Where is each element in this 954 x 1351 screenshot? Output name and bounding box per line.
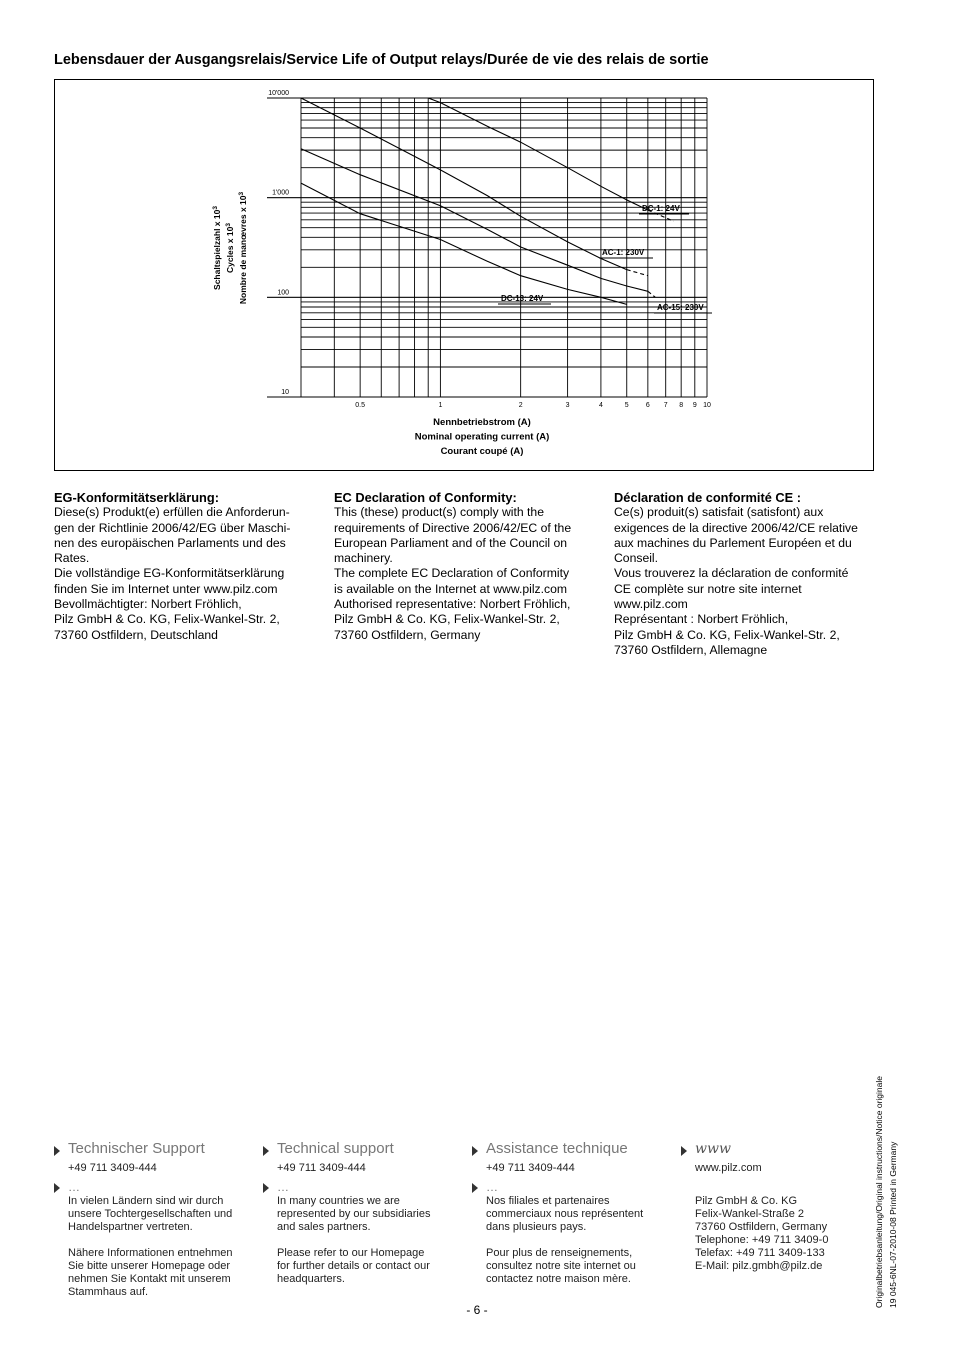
x-tick-label: 1 (438, 402, 443, 409)
series-line (301, 98, 627, 270)
text-line: 73760 Ostfildern, Germany (334, 627, 481, 642)
text-line: Représentant : Norbert Fröhlich, (614, 612, 789, 627)
text-line: requirements of Directive 2006/42/EC of the (334, 520, 572, 535)
arrow-right-icon (263, 1146, 269, 1156)
text-line: Diese(s) Produkt(e) erfüllen die Anforderun- (54, 505, 290, 520)
www-label: www (695, 1141, 731, 1157)
arrow-right-icon (472, 1146, 478, 1156)
text-line: 73760 Ostfildern, Allemagne (614, 642, 768, 657)
support-phone: +49 711 3409-444 (68, 1162, 157, 1174)
text-line: Pilz GmbH & Co. KG, Felix-Wankel-Str. 2, (54, 612, 280, 627)
series-line-dashed (648, 291, 655, 297)
arrow-right-icon (472, 1183, 478, 1193)
y-axis-label-superscript: 3 (238, 191, 245, 196)
series-label: AC-1: 230V (602, 248, 645, 257)
text-line: Authorised representative: Norbert Fröhlich, (334, 597, 571, 612)
support-more (472, 1181, 662, 1195)
y-tick-label: 1'000 (272, 189, 289, 197)
support-heading (263, 1142, 453, 1162)
chart-svg (55, 80, 873, 470)
support-more (54, 1181, 244, 1195)
text-line: Rates. (54, 551, 90, 566)
text-line: CE complète sur notre site internet (614, 581, 802, 596)
text-line: This (these) product(s) comply with the (334, 505, 544, 520)
x-tick-label: 7 (663, 402, 668, 409)
support-text: Nos filiales et partenaires commerciaux nous représentent dans plusieurs pays. Pour plus de renseignements, consultez notre site internet ou contactez notre maison mère. (486, 1195, 644, 1285)
support-text: In vielen Ländern sind wir durch unsere Tochtergesellschaften und Handelspartner vertreten. Nähere Informationen entnehmen Sie bitte unserer Homepage oder nehmen Sie Kontakt mit unserem Stammhaus auf. (68, 1195, 233, 1298)
text-line: aux machines du Parlement Européen et du (614, 535, 852, 550)
support-phone: +49 711 3409-444 (486, 1162, 575, 1174)
y-axis-label: Cycles x $10^3$ (225, 223, 235, 273)
y-axis-label-superscript: 3 (212, 206, 219, 210)
text-line: Conseil. (614, 551, 659, 566)
x-tick-label: 3 (565, 402, 570, 409)
ellipsis: … (486, 1180, 498, 1194)
support-heading-label: Technical support (277, 1140, 394, 1157)
page-title: Lebensdauer der Ausgangsrelais/Service Life of Output relays/Durée de vie des relais de sortie (54, 52, 709, 68)
company-address: Pilz GmbH & Co. KG Felix-Wankel-Straße 2 73760 Ostfildern, Germany Telephone: +49 711 3409-0 Telefax: +49 711 3409-133 E-Mail: pilz.gmbh@pilz.de (695, 1195, 829, 1272)
www-heading (681, 1142, 871, 1162)
ellipsis: … (68, 1180, 80, 1194)
arrow-right-icon (54, 1183, 60, 1193)
x-tick-label: 9 (692, 402, 697, 409)
support-heading-label: Assistance technique (486, 1140, 628, 1157)
y-axis-label: Schaltspielzahl x $10^3$ (212, 206, 222, 290)
text-line: Bevollmächtigter: Norbert Fröhlich, (54, 597, 242, 612)
text-line: exigences de la directive 2006/42/CE relative (614, 520, 858, 535)
text-line: Die vollständige EG-Konformitätserklärung (54, 566, 285, 581)
y-tick-label: 10'000 (268, 90, 289, 97)
x-tick-label: 4 (598, 402, 603, 409)
text-line: www.pilz.com (614, 597, 688, 612)
conformity-heading: EG-Konformitätserklärung: (54, 490, 219, 505)
conformity-en (334, 490, 596, 643)
conformity-text (334, 505, 596, 643)
y-tick-label: 100 (277, 289, 289, 297)
conformity-text (54, 505, 316, 643)
series-label: DC-1: 24V (642, 204, 680, 213)
conformity-heading: Déclaration de conformité CE : (614, 490, 802, 505)
document-reference (872, 1030, 902, 1310)
website-link[interactable]: www.pilz.com (695, 1162, 762, 1174)
y-axis-label-superscript: 3 (225, 223, 232, 227)
series-line (301, 183, 627, 304)
y-axis-label: Nombre de manœvres x $10^3$ (238, 191, 248, 305)
support-heading-label: Technischer Support (68, 1140, 205, 1157)
text-line: Pilz GmbH & Co. KG, Felix-Wankel-Str. 2, (334, 612, 560, 627)
conformity-de (54, 490, 316, 643)
support-fr (472, 1142, 662, 1286)
side-text-line: Originalbetriebsanleitung/Original instructions/Notice originale (874, 1076, 884, 1308)
text-line: European Parliament and of the Council on (334, 535, 568, 550)
arrow-right-icon (263, 1183, 269, 1193)
support-phone: +49 711 3409-444 (277, 1162, 366, 1174)
text-line: The complete EC Declaration of Conformity (334, 566, 570, 581)
text-line: Vous trouverez la déclaration de conformité (614, 566, 849, 581)
support-heading (472, 1142, 662, 1162)
side-text-line: 19 045-6NL-07-2010-08 Printed in Germany (888, 1141, 898, 1308)
series-line (428, 98, 648, 210)
x-axis-label: Nominal operating current (A) (414, 431, 550, 443)
x-tick-label: 5 (624, 402, 629, 409)
conformity-fr (614, 490, 876, 658)
service-life-chart (54, 79, 874, 471)
series-label: DC-13: 24V (501, 294, 544, 303)
arrow-right-icon (54, 1146, 60, 1156)
x-tick-label: 10 (703, 402, 711, 409)
text-line: nen des europäischen Parlaments und des (54, 535, 286, 550)
x-axis-label: Courant coupé (A) (440, 446, 524, 457)
text-line: Ce(s) produit(s) satisfait (satisfont) aux (614, 505, 824, 520)
x-tick-label: 6 (645, 402, 650, 409)
ellipsis: … (277, 1180, 289, 1194)
text-line: 73760 Ostfildern, Deutschland (54, 627, 218, 642)
y-tick-label: 10 (281, 389, 289, 396)
arrow-right-icon (681, 1146, 687, 1156)
text-line: machinery. (334, 551, 393, 566)
text-line: Pilz GmbH & Co. KG, Felix-Wankel-Str. 2, (614, 627, 840, 642)
text-line: gen der Richtlinie 2006/42/EG über Maschi- (54, 520, 291, 535)
series-line-dashed (627, 270, 648, 276)
x-tick-label: 0.5 (355, 402, 366, 409)
support-text: In many countries we are represented by our subsidiaries and sales partners. Please refer to our Homepage for further details or contact our headquarters. (277, 1195, 431, 1285)
conformity-text (614, 505, 876, 658)
text-line: is available on the Internet at www.pilz.com (334, 581, 568, 596)
text-line: finden Sie im Internet unter www.pilz.com (54, 581, 278, 596)
series-label: AC-15: 230V (657, 303, 704, 312)
x-tick-label: 8 (679, 402, 684, 409)
page-number: - 6 - (466, 1303, 488, 1317)
x-tick-label: 2 (518, 402, 523, 409)
support-de (54, 1142, 244, 1299)
support-heading (54, 1142, 244, 1162)
x-axis-label: Nennbetriebstrom (A) (433, 417, 531, 428)
contact-block (681, 1142, 871, 1273)
support-more (263, 1181, 453, 1195)
support-en (263, 1142, 453, 1286)
conformity-heading: EC Declaration of Conformity: (334, 490, 517, 505)
